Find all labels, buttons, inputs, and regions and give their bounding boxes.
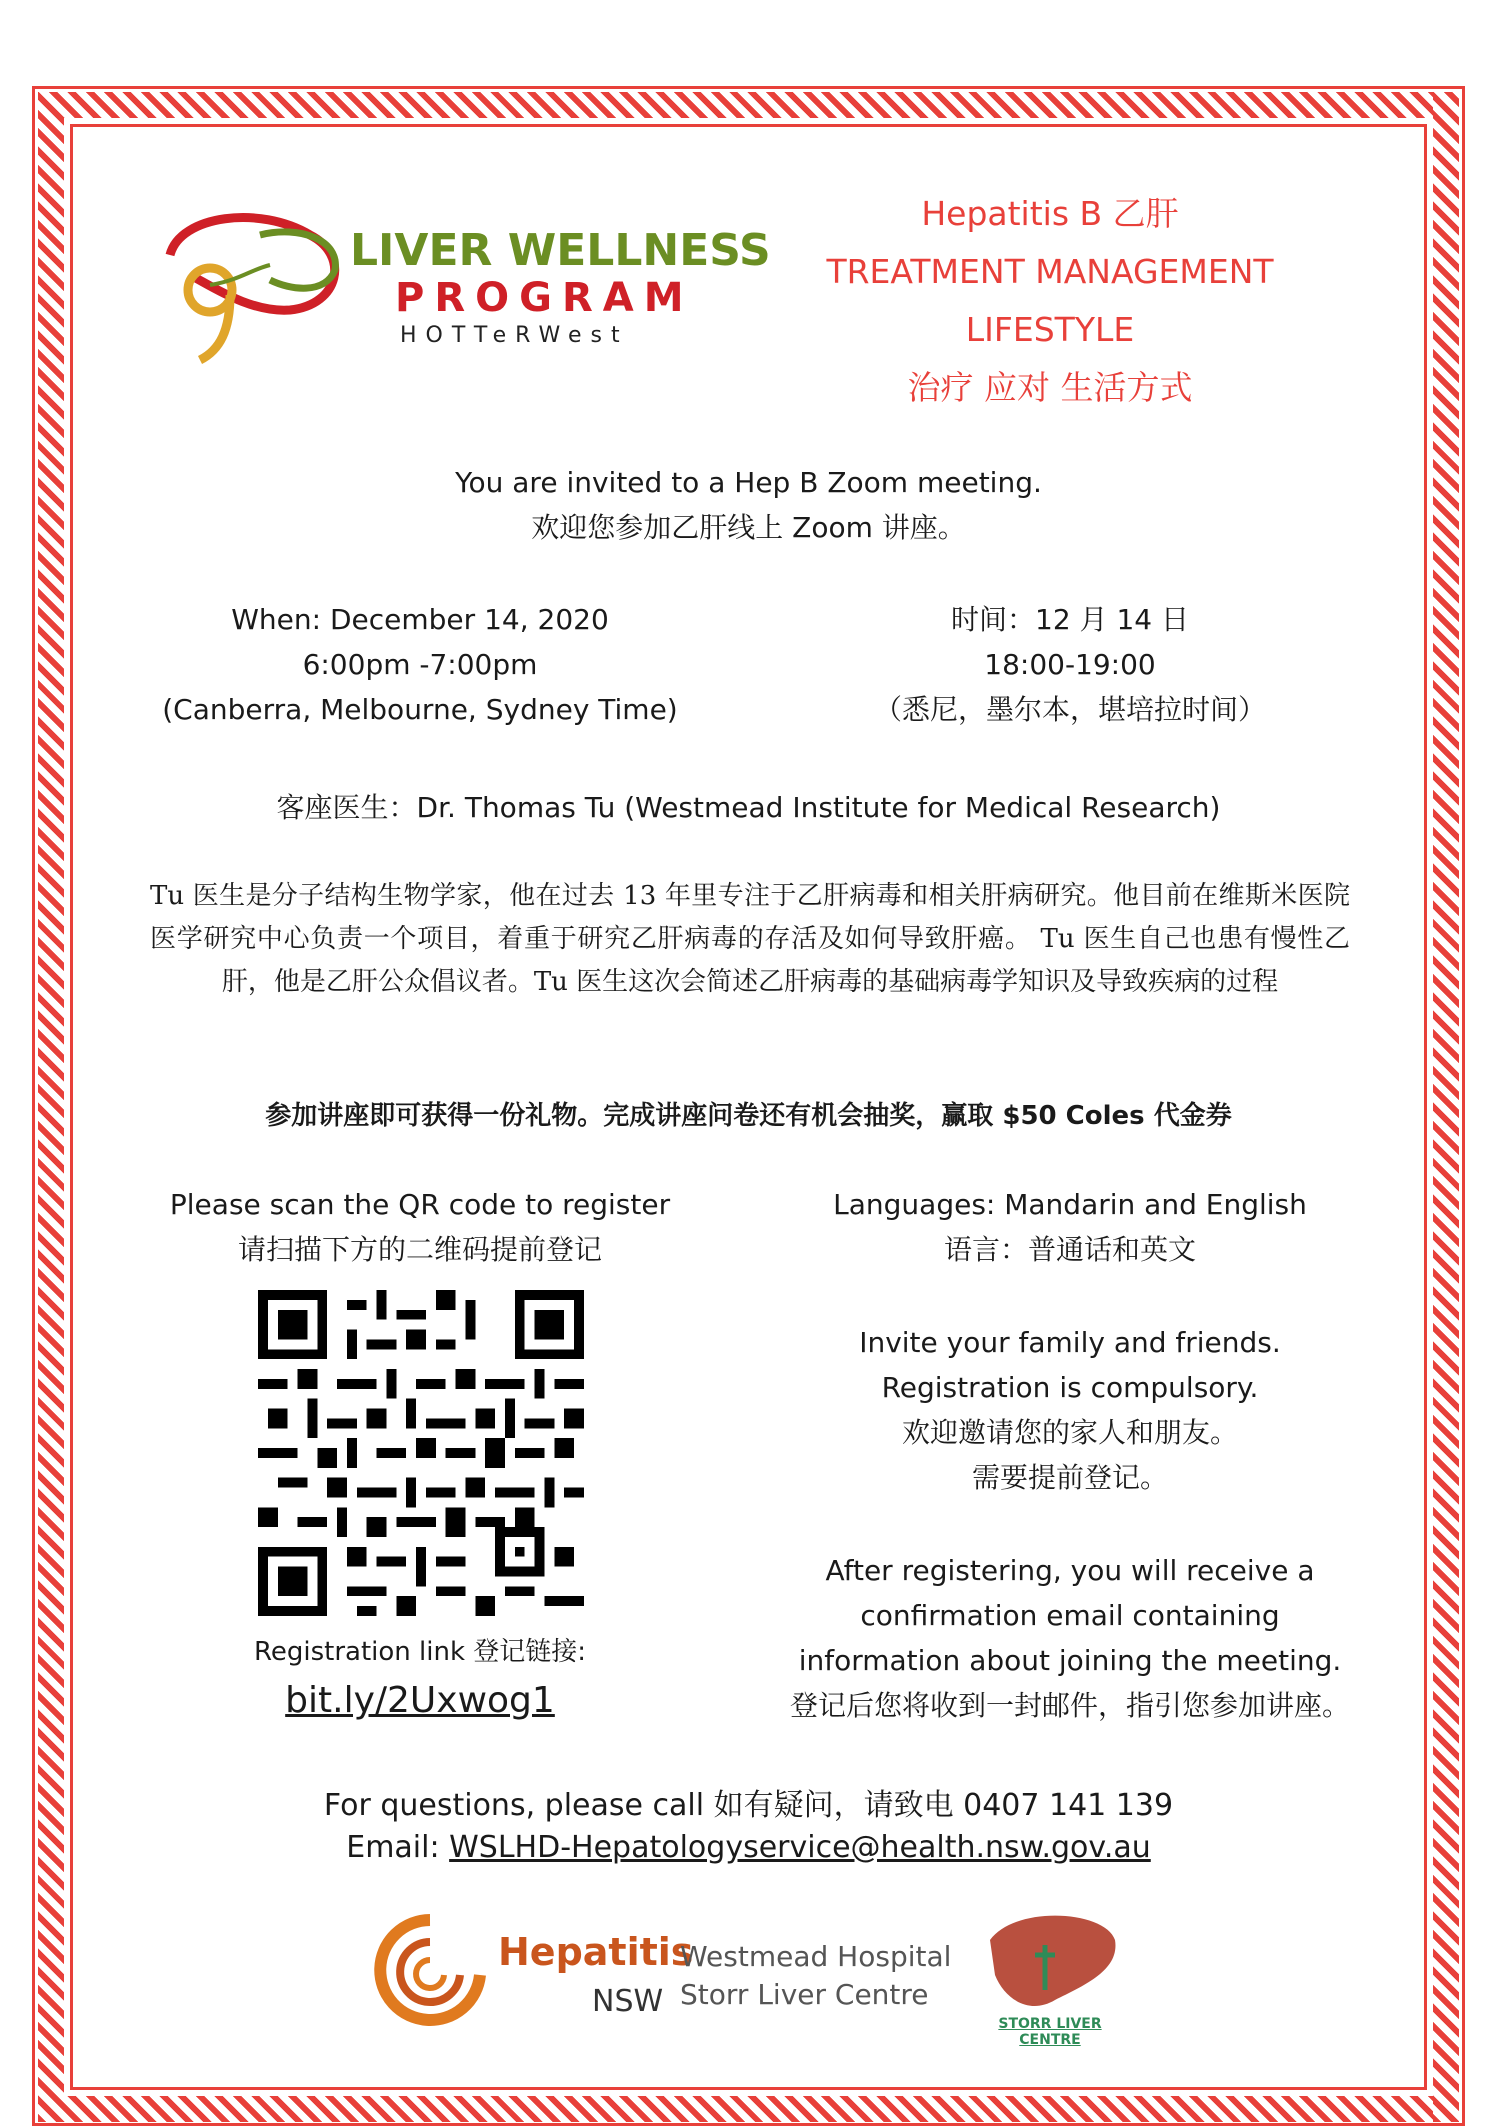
invitation-en: You are invited to a Hep B Zoom meeting. <box>455 466 1042 499</box>
event-title-line-1: Hepatitis B 乙肝 <box>921 194 1179 233</box>
contact-email-line <box>0 1830 1497 1865</box>
border-stripe-top <box>38 92 1459 118</box>
event-title <box>790 185 1310 417</box>
email-link[interactable]: WSLHD-Hepatologyservice@health.nsw.gov.au <box>449 1830 1151 1865</box>
event-title-line-2: TREATMENT MANAGEMENT <box>826 252 1274 291</box>
languages-zh: 语言：普通话和英文 <box>943 1233 1196 1266</box>
languages-en: Languages: Mandarin and English <box>833 1188 1307 1221</box>
qr-code[interactable] <box>258 1290 584 1616</box>
speaker: 客座医生：Dr. Thomas Tu (Westmead Institute for Medical Research) <box>276 791 1221 824</box>
hepatitis-nsw-logo-icon <box>370 1910 490 2040</box>
footer-logos <box>370 1900 1150 2050</box>
invite-friends-zh-1: 欢迎邀请您的家人和朋友。 <box>901 1416 1238 1449</box>
registration-link-label: Registration link 登记链接: <box>253 1637 587 1667</box>
invitation <box>0 460 1497 550</box>
liver-wellness-logo <box>150 195 771 365</box>
logo-tagline: HOTTeRWest <box>400 323 629 348</box>
register-instructions <box>140 1182 700 1272</box>
liver-logo-icon <box>150 195 360 365</box>
speaker-bio: Tu 医生是分子结构生物学家，他在过去 13 年里专注于乙肝病毒和相关肝病研究。他目前在维斯米医院医学研究中心负责一个项目，着重于研究乙肝病毒的存活及如何导致肝癌。 Tu 医生自己也患有慢性乙肝，他是乙肝公众倡议者。Tu 医生这次会简述乙肝病毒的基础病毒学知识及导致疾病的过程 <box>150 881 1350 997</box>
invite-friends-en-1: Invite your family and friends. <box>859 1326 1281 1359</box>
when-date-en: When: December 14, 2020 <box>231 603 609 636</box>
logo-subtitle: PROGRAM <box>395 275 694 321</box>
after-en-2: confirmation email containing <box>860 1599 1280 1632</box>
scan-zh: 请扫描下方的二维码提前登记 <box>237 1233 602 1266</box>
when-zh <box>780 597 1360 732</box>
westmead-hospital-name: Westmead Hospital <box>680 1940 952 1973</box>
languages <box>780 1182 1360 1272</box>
after-registering <box>780 1548 1360 1728</box>
contact-phone: For questions, please call 如有疑问，请致电 0407 141 139 <box>323 1788 1174 1823</box>
hepatitis-nsw-state: NSW <box>592 1984 664 2019</box>
email-label: Email: <box>346 1830 450 1865</box>
logo-title: LIVER WELLNESS <box>350 225 771 276</box>
invite-friends-zh-2: 需要提前登记。 <box>971 1461 1168 1494</box>
invite-friends-en-2: Registration is compulsory. <box>881 1371 1259 1404</box>
event-title-line-3: LIFESTYLE <box>965 310 1135 349</box>
when-zone-zh: （悉尼，墨尔本，堪培拉时间） <box>873 693 1266 726</box>
when-en <box>140 597 700 732</box>
event-title-line-4: 治疗 应对 生活方式 <box>907 368 1193 407</box>
invitation-zh: 欢迎您参加乙肝线上 Zoom 讲座。 <box>531 511 966 544</box>
invite-friends <box>780 1320 1360 1500</box>
hepatitis-nsw-name: Hepatitis <box>498 1930 694 1974</box>
westmead-hospital-logo <box>680 1938 951 2014</box>
storr-liver-centre-label: STORR LIVER CENTRE <box>998 2016 1102 2048</box>
after-en-1: After registering, you will receive a <box>825 1554 1315 1587</box>
when-date-zh: 时间：12 月 14 日 <box>951 603 1189 636</box>
when-time-zh: 18:00-19:00 <box>984 648 1156 681</box>
when-zone-en: (Canberra, Melbourne, Sydney Time) <box>162 693 678 726</box>
after-en-3: information about joining the meeting. <box>798 1644 1342 1677</box>
scan-en: Please scan the QR code to register <box>169 1188 671 1221</box>
storr-liver-centre-name: Storr Liver Centre <box>680 1978 929 2011</box>
when-time-en: 6:00pm -7:00pm <box>302 648 538 681</box>
gift-notice: 参加讲座即可获得一份礼物。完成讲座问卷还有机会抽奖，赢取 $50 Coles 代金券 <box>265 1101 1232 1131</box>
after-zh: 登记后您将收到一封邮件，指引您参加讲座。 <box>789 1689 1350 1722</box>
border-stripe-bottom <box>38 2096 1459 2122</box>
registration-link[interactable]: bit.ly/2Uxwog1 <box>285 1680 555 1721</box>
